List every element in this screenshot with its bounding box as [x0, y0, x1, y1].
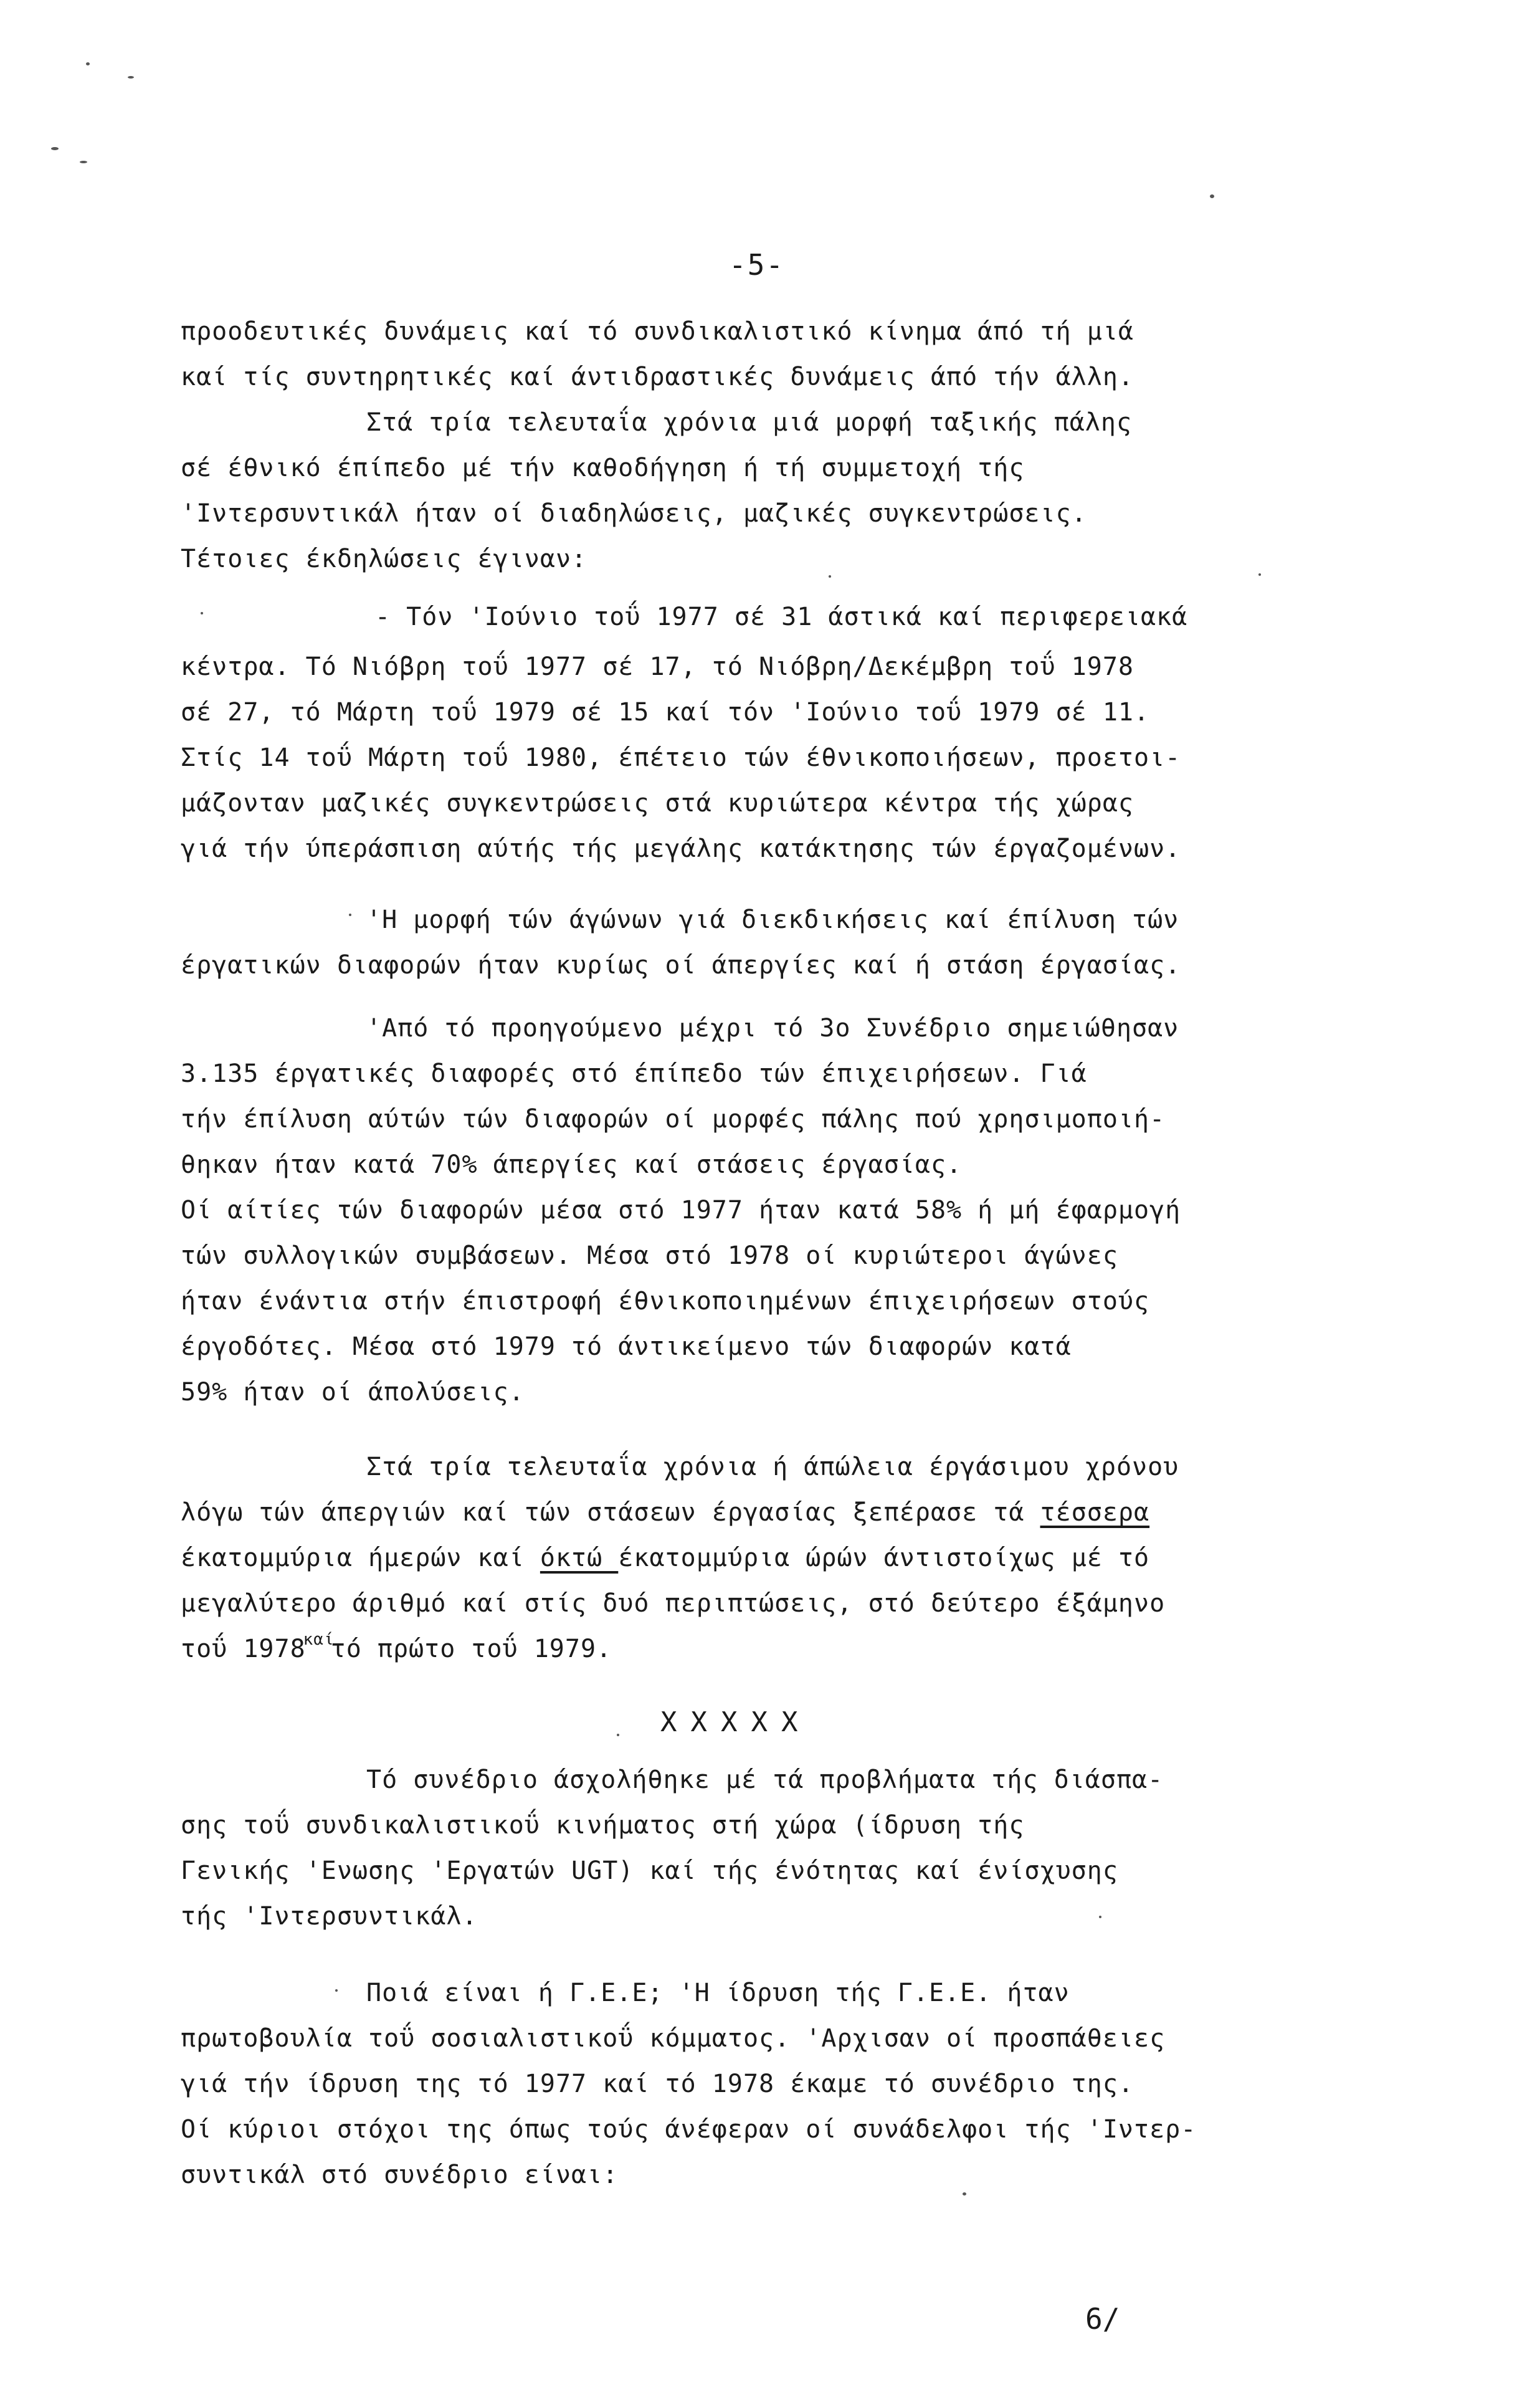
text-line: τής 'Ιντερσυντικάλ. — [181, 1902, 478, 1931]
text-line: Οί κύριοι στόχοι της όπως τούς άνέφεραν οί συνάδελφοι τής 'Ιντερ- — [181, 2115, 1197, 2144]
text-line: τήν έπίλυση αύτών τών διαφορών οί μορφές πάλης πού χρησιμοποιή- — [181, 1105, 1166, 1134]
text-line: 'Από τό προηγούμενο μέχρι τό 3ο Συνέδριο σημειώθησαν — [366, 1014, 1179, 1043]
text-line: Ποιά είναι ή Γ.Ε.Ε; 'Η ίδρυση τής Γ.Ε.Ε. ήταν — [366, 1979, 1070, 2007]
scan-speck — [80, 161, 87, 163]
text-line: 'Ιντερσυντικάλ ήταν οί διαδηλώσεις, μαζικές συγκεντρώσεις. — [181, 499, 1087, 528]
underlined-word: τέσσερα — [1040, 1498, 1150, 1527]
scan-speck — [617, 1734, 619, 1736]
text-line: θηκαν ήταν κατά 70% άπεργίες καί στάσεις έργασίας. — [181, 1150, 963, 1179]
text-run: τό πρώτο τοΰ 1979. — [330, 1635, 612, 1663]
scan-speck — [829, 575, 831, 578]
text-line: Στά τρία τελευταΐα χρόνια μιά μορφή ταξικής πάλης — [366, 408, 1133, 437]
text-line: Τέτοιες έκδηλώσεις έγιναν: — [181, 545, 587, 573]
continuation-marker: 6/ — [1085, 2302, 1120, 2336]
text-run: έκατομμύρια ήμερών καί — [181, 1544, 540, 1572]
text-line: Στίς 14 τοΰ Μάρτη τοΰ 1980, έπέτειο τών έθνικοποιήσεων, προετοι- — [181, 743, 1181, 772]
scan-speck — [201, 612, 203, 614]
scan-speck — [86, 62, 90, 65]
text-line: γιά τήν ίδρυση της τό 1977 καί τό 1978 έκαμε τό συνέδριο της. — [181, 2070, 1134, 2098]
text-line: Οί αίτίες τών διαφορών μέσα στό 1977 ήταν κατά 58% ή μή έφαρμογή — [181, 1196, 1181, 1225]
text-line: πρωτοβουλία τοΰ σοσιαλιστικοΰ κόμματος. 'Αρχισαν οί προσπάθειες — [181, 2024, 1166, 2053]
text-line — [181, 1630, 612, 1671]
underlined-word: όκτώ — [540, 1544, 619, 1572]
scan-speck — [51, 147, 59, 150]
text-line: τών συλλογικών συμβάσεων. Μέσα στό 1978 οί κυριώτεροι άγώνες — [181, 1241, 1118, 1270]
text-line: σέ έθνικό έπίπεδο μέ τήν καθοδήγηση ή τή συμμετοχή τής — [181, 454, 1025, 482]
text-line: έργατικών διαφορών ήταν κυρίως οί άπεργίες καί ή στάση έργασίας. — [181, 951, 1181, 980]
scan-speck — [335, 1989, 338, 1992]
section-separator: XXXXX — [660, 1706, 812, 1738]
text-line: προοδευτικές δυνάμεις καί τό συνδικαλιστικό κίνημα άπό τή μιά — [181, 317, 1134, 346]
handwritten-insertion: καί — [303, 1630, 335, 1649]
text-line: 3.135 έργατικές διαφορές στό έπίπεδο τών έπιχειρήσεων. Γιά — [181, 1059, 1087, 1088]
text-run: έκατομμύρια ώρών άντιστοίχως μέ τό — [618, 1544, 1150, 1572]
text-line: γιά τήν ύπεράσπιση αύτής τής μεγάλης κατάκτησης τών έργαζομένων. — [181, 834, 1181, 863]
scan-speck — [963, 2192, 966, 2195]
text-line: 'Η μορφή τών άγώνων γιά διεκδικήσεις καί έπίλυση τών — [366, 905, 1179, 934]
scan-speck — [128, 76, 134, 79]
text-line — [181, 1494, 1149, 1531]
text-run: λόγω τών άπεργιών καί τών στάσεων έργασίας ξεπέρασε τά — [181, 1498, 1040, 1527]
scan-speck — [349, 914, 351, 916]
text-line: μεγαλύτερο άριθμό καί στίς δυό περιπτώσεις, στό δεύτερο έξάμηνο — [181, 1589, 1166, 1618]
text-line: Τό συνέδριο άσχολήθηκε μέ τά προβλήματα τής διάσπα- — [366, 1765, 1164, 1794]
text-line: - Τόν 'Ιούνιο τοΰ 1977 σέ 31 άστικά καί περιφερειακά — [375, 603, 1188, 631]
text-line — [181, 1539, 1149, 1577]
text-line: σης τοΰ συνδικαλιστικοΰ κινήματος στή χώρα (ίδρυση τής — [181, 1811, 1025, 1840]
text-line: Στά τρία τελευταΐα χρόνια ή άπώλεια έργάσιμου χρόνου — [366, 1453, 1179, 1481]
text-line: ήταν ένάντια στήν έπιστροφή έθνικοποιημένων έπιχειρήσεων στούς — [181, 1287, 1150, 1316]
text-line: καί τίς συντηρητικές καί άντιδραστικές δυνάμεις άπό τήν άλλη. — [181, 363, 1134, 391]
text-line: Γενικής 'Ενωσης 'Εργατών UGT) καί τής ένότητας καί ένίσχυσης — [181, 1856, 1118, 1885]
scan-speck — [1099, 1916, 1101, 1918]
text-line: σέ 27, τό Μάρτη τοΰ 1979 σέ 15 καί τόν 'Ιούνιο τοΰ 1979 σέ 11. — [181, 698, 1150, 727]
scan-speck — [1210, 194, 1214, 198]
text-line: 59% ήταν οί άπολύσεις. — [181, 1378, 525, 1407]
text-run: τοΰ 1978 — [181, 1635, 306, 1663]
scan-speck — [1258, 573, 1261, 576]
text-line: μάζονταν μαζικές συγκεντρώσεις στά κυριώτερα κέντρα τής χώρας — [181, 789, 1134, 818]
page-number: -5- — [729, 248, 785, 282]
text-line: έργοδότες. Μέσα στό 1979 τό άντικείμενο τών διαφορών κατά — [181, 1332, 1072, 1361]
text-line: συντικάλ στό συνέδριο είναι: — [181, 2161, 619, 2189]
text-line: κέντρα. Τό Νιόβρη τοΰ 1977 σέ 17, τό Νιόβρη/Δεκέμβρη τοΰ 1978 — [181, 652, 1134, 681]
